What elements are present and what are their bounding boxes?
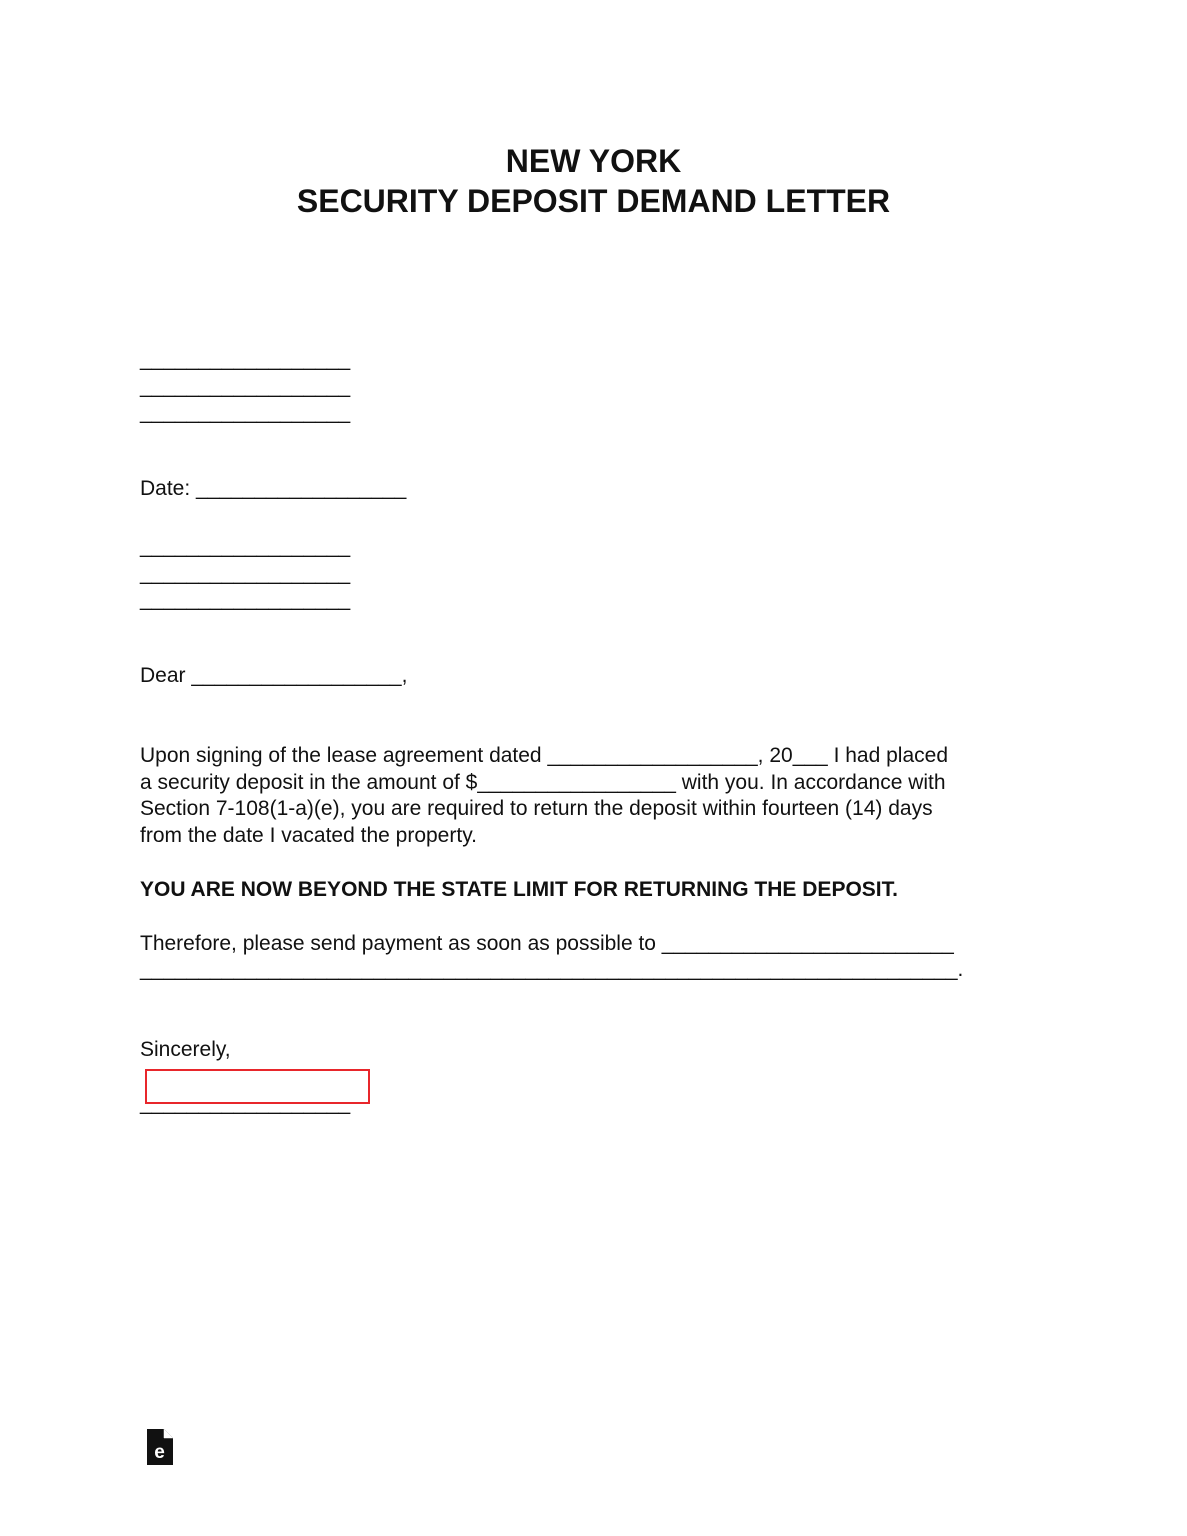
eforms-logo-icon [147, 1429, 173, 1465]
document-title: SECURITY DEPOSIT DEMAND LETTER [296, 183, 891, 219]
closing: Sincerely, [140, 1038, 231, 1061]
sender-address-line-2[interactable]: __________________ [140, 375, 351, 398]
body-line-2: a security deposit in the amount of $_________________ with you. In accordance with [140, 771, 946, 794]
warning-statement: YOU ARE NOW BEYOND THE STATE LIMIT FOR RETURNING THE DEPOSIT. [140, 878, 898, 901]
sender-address-line-3[interactable]: __________________ [140, 401, 351, 424]
date-field[interactable]: Date: __________________ [140, 477, 407, 500]
sender-address-line-1[interactable]: __________________ [140, 348, 351, 371]
document-title-state: NEW YORK [505, 143, 682, 179]
body-line-1: Upon signing of the lease agreement dated __________________, 20___ I had placed [140, 744, 948, 767]
salutation[interactable]: Dear __________________, [140, 664, 408, 687]
recipient-address-line-2[interactable]: __________________ [140, 562, 351, 585]
recipient-address-line-1[interactable]: __________________ [140, 535, 351, 558]
payment-line-1[interactable]: Therefore, please send payment as soon as possible to _________________________ [140, 932, 954, 955]
payment-line-2[interactable]: ______________________________________________________________________. [140, 958, 964, 981]
body-line-3: Section 7-108(1-a)(e), you are required to return the deposit within fourteen (14) days [140, 797, 933, 820]
body-line-4: from the date I vacated the property. [140, 824, 477, 847]
recipient-address-line-3[interactable]: __________________ [140, 588, 351, 611]
svg-text:e: e [154, 1442, 165, 1463]
signature-line[interactable]: __________________ [140, 1092, 351, 1115]
